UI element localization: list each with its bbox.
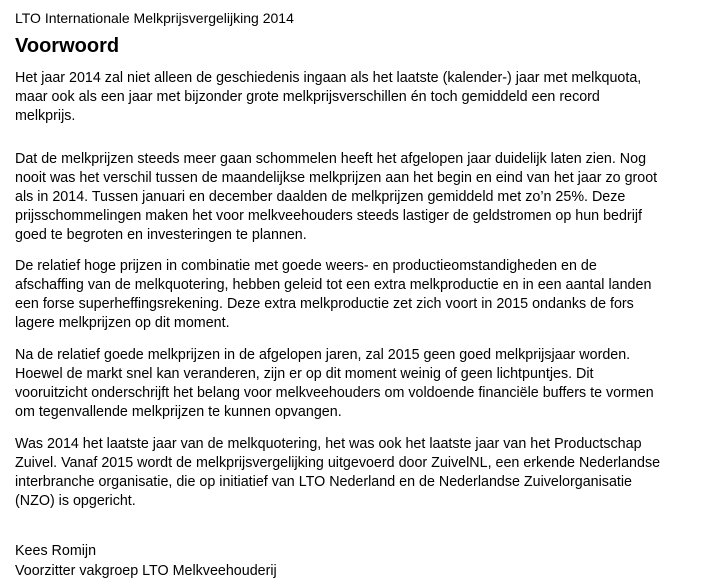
paragraph-line: De relatief hoge prijzen in combinatie met goede weers- en productieomstandigheden en de xyxy=(15,258,597,274)
paragraph-line: Hoewel de markt snel kan veranderen, zijn er op dit moment weinig of geen lichtpuntjes. Dit xyxy=(15,366,594,382)
signature-block xyxy=(15,541,277,581)
paragraph-line: als in 2014. Tussen januari en december daalden de melkprijzen gemiddeld met zo’n 25%. Deze xyxy=(15,189,626,205)
paragraph-line: om tegenvallende melkprijzen te kunnen opvangen. xyxy=(15,404,342,420)
paragraph-production xyxy=(15,257,651,333)
paragraph-line: Zuivel. Vanaf 2015 wordt de melkprijsvergelijking uitgevoerd door ZuivelNL, een erkende Nederlandse xyxy=(15,455,661,471)
paragraph-line: Was 2014 het laatste jaar van de melkquotering, het was ook het laatste jaar van het Productschap xyxy=(15,436,642,452)
paragraph-intro xyxy=(15,69,641,126)
paragraph-line: afschaffing van de melkquotering, hebben geleid tot een extra melkproductie en in een aantal landen xyxy=(15,277,652,293)
paragraph-line: prijsschommelingen maken het voor melkveehouders steeds lastiger de geldstromen op hun bedrijf xyxy=(15,208,643,224)
document-header: LTO Internationale Melkprijsvergelijking 2014 xyxy=(15,10,294,26)
paragraph-line: Dat de melkprijzen steeds meer gaan schommelen heeft het afgelopen jaar duidelijk laten zien. Nog xyxy=(15,151,647,167)
paragraph-line: (NZO) is opgericht. xyxy=(15,493,136,509)
page-title: Voorwoord xyxy=(15,35,120,57)
paragraph-line: nooit was het verschil tussen de maandelijkse melkprijzen aan het begin en eind van het jaar zo groot xyxy=(15,170,658,186)
paragraph-zuivelnl xyxy=(15,435,660,511)
paragraph-line: interbranche organisatie, die op initiatief van LTO Nederland en de Nederlandse Zuivelorganisatie xyxy=(15,474,632,490)
paragraph-line: lagere melkprijzen op dit moment. xyxy=(15,315,230,331)
paragraph-line: melkprijs. xyxy=(15,108,76,124)
paragraph-line: Het jaar 2014 zal niet alleen de geschiedenis ingaan als het laatste (kalender-) jaar met melkquota, xyxy=(15,70,642,86)
signature-role: Voorzitter vakgroep LTO Melkveehouderij xyxy=(15,563,277,579)
paragraph-outlook xyxy=(15,346,654,422)
paragraph-line: vooruitzicht onderschrijft het belang voor melkveehouders om voldoende financiële buffers te vormen xyxy=(15,385,654,401)
paragraph-line: maar ook als een jaar met bijzonder grote melkprijsverschillen én toch gemiddeld een record xyxy=(15,89,600,105)
paragraph-line: goed te begroten en investeringen te plannen. xyxy=(15,227,307,243)
paragraph-line: een forse superheffingsrekening. Deze extra melkproductie zet zich voort in 2015 ondanks de fors xyxy=(15,296,634,312)
signature-name: Kees Romijn xyxy=(15,543,97,559)
paragraph-price-volatility xyxy=(15,150,657,245)
paragraph-line: Na de relatief goede melkprijzen in de afgelopen jaren, zal 2015 geen goed melkprijsjaar worden. xyxy=(15,347,631,363)
